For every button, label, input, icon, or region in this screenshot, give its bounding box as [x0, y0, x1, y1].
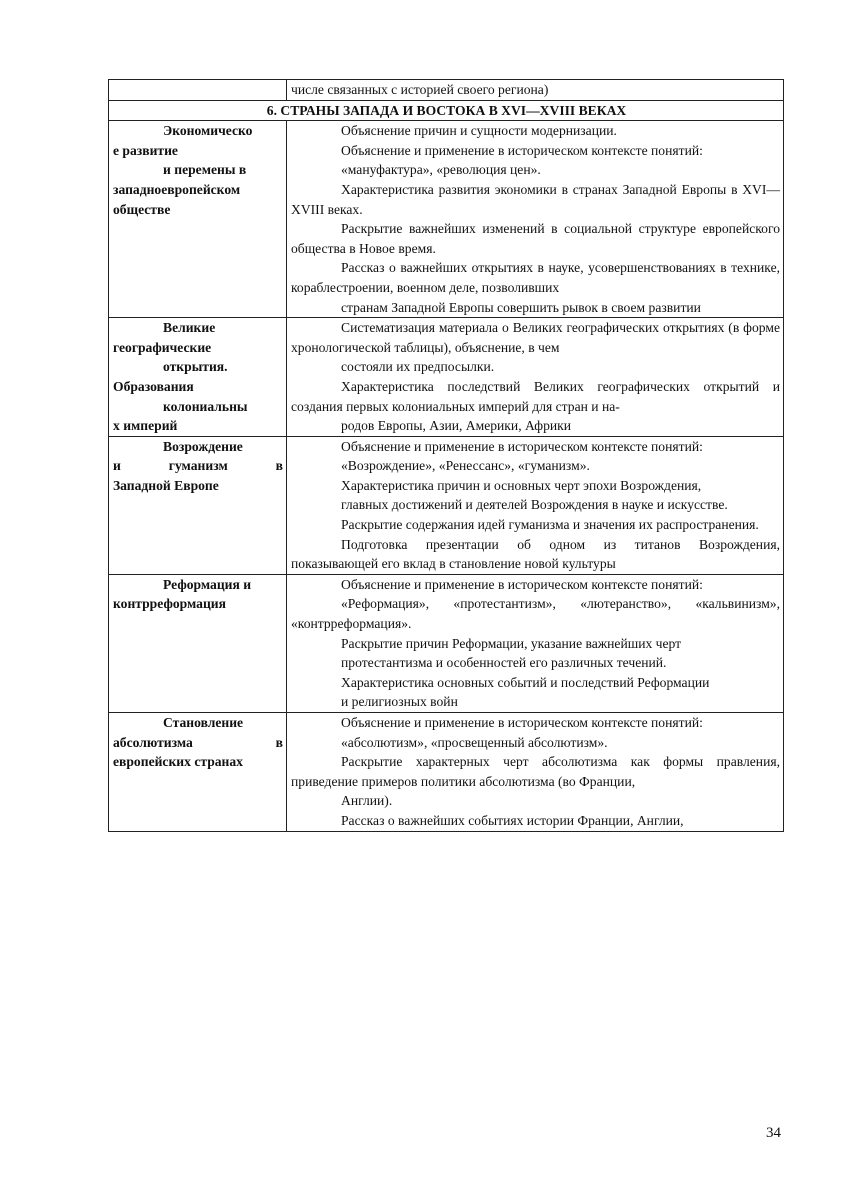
continuation-row — [109, 80, 784, 101]
topic-line: Экономическо — [163, 123, 253, 139]
topic-row — [109, 121, 784, 318]
description-paragraph: Рассказ о важнейших событиях истории Франции, Англии, — [341, 812, 684, 828]
description-paragraph: Объяснение и применение в историческом контексте понятий: — [341, 142, 703, 158]
topic-line: открытия. — [163, 359, 228, 375]
topic-line: х империй — [113, 418, 178, 434]
topic-line: Образования — [113, 378, 194, 394]
continuation-text: числе связанных с историей своего региона) — [287, 80, 784, 101]
topic-line: абсолютизма в — [113, 734, 283, 750]
description-paragraph: Рассказ о важнейших открытиях в науке, усовершенствованиях в технике, кораблестроении, военном деле, позволивших — [291, 260, 780, 295]
description-paragraph: Объяснение и применение в историческом контексте понятий: — [341, 438, 703, 454]
topic-line: контрреформация — [113, 596, 226, 612]
topic-line: европейских странах — [113, 754, 243, 770]
description-paragraph: «Возрождение», «Ренессанс», «гуманизм». — [341, 458, 590, 474]
description-paragraph: «абсолютизм», «просвещенный абсолютизм». — [341, 734, 608, 750]
topic-line: Великие — [163, 320, 216, 336]
description-paragraph: Объяснение и применение в историческом контексте понятий: — [341, 576, 703, 592]
topic-row — [109, 574, 784, 712]
description-paragraph: Раскрытие важнейших изменений в социальной структуре европейского общества в Новое время. — [291, 221, 780, 256]
topic-row — [109, 713, 784, 832]
description-paragraph: Систематизация материала о Великих географических открытиях (в форме хронологической таблицы), объяснение, в чем — [291, 320, 780, 355]
topic-cell — [109, 574, 287, 712]
description-paragraph: Характеристика основных событий и последствий Реформации — [341, 674, 710, 690]
topic-line: Западной Европе — [113, 477, 219, 493]
description-cell — [287, 574, 784, 712]
description-cell — [287, 121, 784, 318]
description-paragraph: «Реформация», «протестантизм», «лютеранство», «кальвинизм», «контрреформация». — [291, 596, 780, 632]
topic-cell — [109, 436, 287, 574]
description-paragraph: и религиозных войн — [341, 694, 458, 710]
description-paragraph: Раскрытие причин Реформации, указание важнейших черт — [341, 635, 682, 651]
topic-line: географические — [113, 339, 212, 355]
description-paragraph: Характеристика развития экономики в странах Западной Европы в XVI—XVIII веках. — [291, 181, 780, 217]
description-paragraph: Раскрытие содержания идей гуманизма и значения их распространения. — [341, 517, 759, 533]
description-paragraph: Подготовка презентации об одном из титанов Возрождения, показывающей его вклад в становление новой культуры — [291, 536, 780, 572]
description-paragraph: Характеристика последствий Великих географических открытий и создания первых колониальных империй для стран и на- — [291, 378, 780, 414]
topic-line: колониальны — [163, 398, 248, 414]
empty-cell — [109, 80, 287, 101]
topic-line: е развитие — [113, 142, 178, 158]
description-cell — [287, 436, 784, 574]
description-cell — [287, 713, 784, 832]
description-paragraph: Характеристика причин и основных черт эпохи Возрождения, — [341, 477, 702, 493]
topic-line: Возрождение — [163, 438, 243, 454]
section-header-row — [109, 100, 784, 121]
topic-line: и гуманизм в — [113, 458, 283, 474]
description-paragraph: «мануфактура», «революция цен». — [341, 162, 541, 178]
description-cell — [287, 318, 784, 437]
description-paragraph: протестантизма и особенностей его различных течений. — [341, 655, 667, 671]
topic-cell — [109, 713, 287, 832]
topic-line: и перемены в — [163, 162, 247, 178]
description-paragraph: главных достижений и деятелей Возрождения в науке и искусстве. — [341, 497, 728, 513]
topic-row — [109, 318, 784, 437]
description-paragraph: родов Европы, Азии, Америки, Африки — [341, 418, 572, 434]
description-paragraph: Раскрытие характерных черт абсолютизма как формы правления, приведение примеров политики абсолютизма (во Франции, — [291, 754, 780, 789]
topic-line: обществе — [113, 201, 171, 217]
curriculum-table — [108, 79, 784, 832]
section-title: 6. СТРАНЫ ЗАПАДА И ВОСТОКА В XVI—XVIII ВЕКАХ — [109, 100, 784, 121]
topic-row — [109, 436, 784, 574]
topic-line: Реформация и — [163, 576, 252, 592]
topic-line: западноевропейском — [113, 181, 241, 197]
description-paragraph: Объяснение и применение в историческом контексте понятий: — [341, 715, 703, 730]
page-number: 34 — [766, 1125, 781, 1141]
description-paragraph: состояли их предпосылки. — [341, 359, 495, 375]
topic-cell — [109, 318, 287, 437]
description-paragraph: Объяснение причин и сущности модернизации. — [341, 123, 617, 139]
topic-line: Становление — [163, 715, 244, 730]
description-paragraph: Англии). — [341, 793, 393, 809]
description-paragraph: странам Западной Европы совершить рывок в своем развитии — [341, 299, 701, 315]
topic-cell — [109, 121, 287, 318]
